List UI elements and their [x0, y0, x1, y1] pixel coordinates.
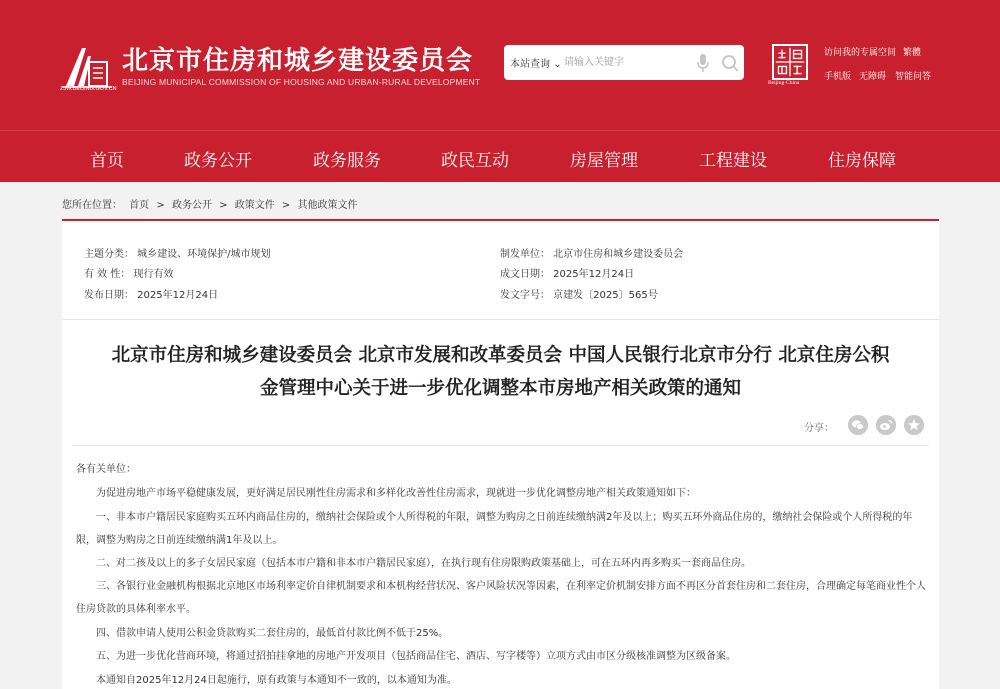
accessibility-link[interactable]: 无障碍 — [859, 72, 887, 82]
article-paragraph: 一、非本市户籍居民家庭购买五环内商品住房的，缴纳社会保险或个人所得税的年限，调整为购房之日前连续缴纳满2年及以上；购买五环外商品住房的，缴纳社会保险或个人所得税的年限，调整为购房之日前连续缴纳满1年及以上。 — [76, 512, 913, 546]
meta-written-date: 成文日期： 2025年12月24日 — [500, 269, 635, 280]
nav-item-gov-services[interactable]: 政务服务 — [313, 151, 381, 171]
article-paragraph: 为促进房地产市场平稳健康发展，更好满足居民刚性住房需求和多样化改善性住房需求，现就进一步优化调整房地产相关政策通知如下： — [76, 488, 696, 499]
commission-logo-icon[interactable] — [60, 42, 116, 90]
nav-item-public-interaction[interactable]: 政民互动 — [441, 151, 509, 171]
capital-window-seal-icon[interactable] — [772, 44, 808, 80]
search-scope-label: 本站查询 — [510, 59, 550, 70]
article-salutation: 各有关单位： — [76, 464, 136, 475]
meta-publish-date: 发布日期： 2025年12月24日 — [84, 290, 219, 301]
title-divider — [72, 445, 929, 446]
traditional-chinese-link[interactable]: 繁體 — [903, 48, 922, 58]
site-title[interactable]: 北京市住房和城乡建设委员会 — [122, 46, 474, 76]
article-title-line-2: 金管理中心关于进一步优化调整本市房地产相关政策的通知 — [259, 378, 741, 399]
nav-item-housing-management[interactable]: 房屋管理 — [570, 151, 638, 171]
nav-item-construction[interactable]: 工程建设 — [699, 151, 767, 171]
article-paragraph: 本通知自2025年12月24日起施行，原有政策与本通知不一致的，以本通知为准。 — [76, 675, 457, 686]
meta-topic: 主题分类： 城乡建设、环境保护/城市规划 — [84, 249, 271, 260]
site-subtitle: BEIJING MUNICIPAL COMMISSION OF HOUSING AND URBAN-RURAL DEVELOPMENT — [122, 77, 481, 87]
article-paragraph: 三、各银行业金融机构根据北京地区市场利率定价自律机制要求和本机构经营状况、客户风险状况等因素，在利率定价机制安排方面不再区分首套住房和二套住房，合理确定每笔商业性个人住房贷款的具体利率水平。 — [76, 581, 926, 615]
seal-caption: Beijing·China — [768, 80, 800, 86]
article-panel — [62, 221, 939, 689]
microphone-icon[interactable] — [696, 53, 710, 73]
search-scope-dropdown[interactable] — [510, 55, 562, 70]
nav-item-housing-security[interactable]: 住房保障 — [828, 151, 896, 171]
personal-space-link[interactable]: 访问我的专属空间 — [824, 48, 897, 58]
article-title — [62, 339, 939, 405]
site-header — [0, 0, 1000, 130]
wechat-share-icon[interactable] — [848, 415, 868, 435]
meta-validity: 有 效 性： 现行有效 — [84, 269, 174, 280]
article-paragraph: 二、对二孩及以上的多子女居民家庭（包括本市户籍和非本市户籍居民家庭），在执行现有住房限购政策基础上，可在五环内再多购买一套商品住房。 — [76, 558, 751, 569]
meta-divider — [62, 319, 939, 320]
search-input[interactable] — [564, 53, 684, 72]
breadcrumb-separator: > — [219, 200, 228, 211]
breadcrumb-separator: > — [281, 200, 291, 211]
smart-qa-link[interactable]: 智能问答 — [895, 72, 932, 82]
meta-doc-number: 发文字号： 京建发〔2025〕565号 — [500, 290, 658, 301]
share-label: 分享： — [804, 423, 834, 434]
search-box — [504, 45, 744, 80]
breadcrumb-separator: > — [156, 200, 165, 211]
favorite-share-icon[interactable] — [904, 415, 924, 435]
nav-item-gov-affairs-open[interactable]: 政务公开 — [184, 151, 252, 171]
search-icon[interactable] — [720, 53, 740, 73]
breadcrumb-other-policy-documents[interactable]: 其他政策文件 — [297, 200, 358, 211]
mobile-version-link[interactable]: 手机版 — [824, 72, 852, 82]
breadcrumb-home[interactable]: 首页 — [129, 200, 150, 211]
breadcrumb — [62, 196, 361, 211]
site-url-text: ZJW.BEIJING.GOV.CN — [60, 86, 117, 92]
breadcrumb-policy-documents[interactable]: 政策文件 — [234, 200, 275, 211]
main-nav — [0, 130, 1000, 182]
weibo-share-icon[interactable] — [876, 415, 896, 435]
nav-item-home[interactable]: 首页 — [90, 151, 124, 171]
article-title-line-1: 北京市住房和城乡建设委员会 北京市发展和改革委员会 中国人民银行北京市分行 北京住房公积 — [111, 345, 890, 366]
chevron-down-icon: ⌄ — [553, 59, 562, 70]
article-paragraph: 五、为进一步优化营商环境，将通过招拍挂拿地的房地产开发项目（包括商品住宅、酒店、写字楼等）立项方式由市区分级核准调整为区级备案。 — [76, 651, 736, 662]
article-paragraph: 四、借款申请人使用公积金贷款购买二套住房的，最低首付款比例不低于25%。 — [76, 628, 449, 639]
breadcrumb-gov-affairs-open[interactable]: 政务公开 — [171, 200, 212, 211]
breadcrumb-label: 您所在位置： — [62, 200, 122, 211]
meta-issuer: 制发单位： 北京市住房和城乡建设委员会 — [500, 249, 684, 260]
